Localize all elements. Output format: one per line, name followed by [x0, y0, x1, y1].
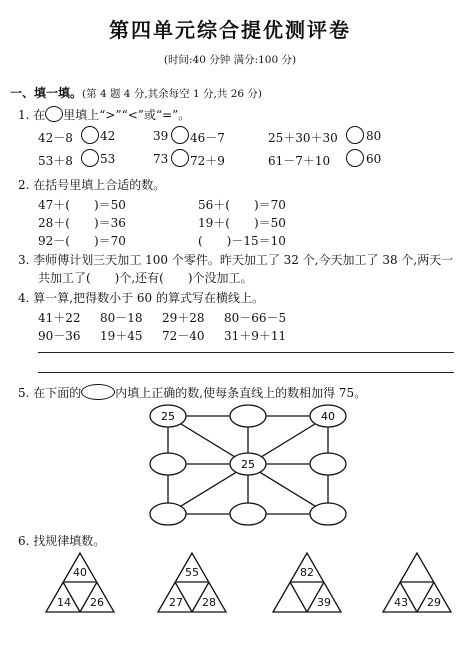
q1-r2-f: 60: [366, 152, 382, 166]
tri3-top: 82: [300, 566, 314, 579]
q4-r2-b: 19＋45: [100, 329, 143, 343]
q2-r2-left[interactable]: 28＋( )＝36: [38, 216, 126, 230]
q4-r2-d: 31＋9＋11: [224, 329, 287, 343]
tri2-right: 28: [202, 596, 216, 609]
q1-r1-a: 42－8: [38, 131, 73, 145]
q1-number: 1.: [18, 108, 30, 122]
tri2-left: 27: [169, 596, 183, 609]
svg-text:40: 40: [321, 410, 335, 423]
page-title: 第四单元综合提优测评卷: [109, 18, 351, 42]
q1-post: 里填上“>”“<”或“=”。: [63, 108, 191, 122]
node-5[interactable]: [230, 453, 266, 475]
q1-r1-b: 42: [100, 129, 116, 143]
node-6[interactable]: [310, 453, 346, 475]
q3-number: 3.: [18, 253, 30, 267]
q2-r3-right[interactable]: ( )－15＝10: [198, 234, 286, 248]
q3-line-2[interactable]: 共加工了( )个,还有( )个没加工。: [38, 271, 253, 285]
tri4-left: 43: [394, 596, 408, 609]
node-4[interactable]: [150, 453, 186, 475]
q5-number: 5.: [18, 386, 30, 400]
q5-pre: 在下面的: [33, 386, 82, 400]
q6-number: 6.: [18, 534, 30, 548]
q1-r1-f: 80: [366, 129, 382, 143]
q4-r1-a: 41＋22: [38, 311, 81, 325]
q4-r1-c: 29＋28: [162, 311, 205, 325]
q1-r2-b: 53: [100, 152, 116, 166]
tri1-right: 26: [90, 596, 104, 609]
q1-r1-d: 46－7: [190, 131, 225, 145]
q2-r3-left[interactable]: 92－( )＝70: [38, 234, 126, 248]
q1-r2-e: 61－7＋10: [268, 154, 331, 168]
q1-r2-d: 72＋9: [190, 154, 225, 168]
page-subtitle: (时间:40 分钟 满分:100 分): [163, 54, 297, 66]
node-9[interactable]: [310, 503, 346, 525]
svg-text:25: 25: [161, 410, 175, 423]
q2-number: 2.: [18, 178, 30, 192]
node-2[interactable]: [230, 405, 266, 427]
q1-r2-c: 73: [153, 152, 169, 166]
q2-r1-right[interactable]: 56＋( )＝70: [198, 198, 286, 212]
q2-text: 在括号里填上合适的数。: [33, 178, 166, 192]
q1-r2-a: 53＋8: [38, 154, 73, 168]
q3-text-1: 李师傅计划三天加工 100 个零件。昨天加工了 32 个,今天加工了 38 个,两天一: [33, 253, 454, 267]
q4-number: 4.: [18, 291, 30, 305]
node-1[interactable]: [150, 405, 186, 427]
section-1-title: 一、填一填。: [10, 86, 83, 100]
svg-text:25: 25: [241, 458, 255, 471]
node-8[interactable]: [230, 503, 266, 525]
network-nodes: [150, 405, 346, 525]
node-7[interactable]: [150, 503, 186, 525]
q1-r1-e: 25＋30＋30: [268, 131, 338, 145]
tri1-top: 40: [73, 566, 87, 579]
q1-r1-c: 39: [153, 129, 169, 143]
q2-r1-left[interactable]: 47＋( )＝50: [38, 198, 126, 212]
section-1-note: (第 4 题 4 分,其余每空 1 分,共 26 分): [82, 88, 262, 100]
q4-text: 算一算,把得数小于 60 的算式写在横线上。: [33, 291, 264, 305]
tri3-right: 39: [317, 596, 331, 609]
q4-r1-b: 80－18: [100, 311, 143, 325]
q6-prompt: [18, 532, 105, 549]
tri2-top: 55: [185, 566, 199, 579]
q6-text: 找规律填数。: [33, 534, 106, 548]
q2-r2-right[interactable]: 19＋( )＝50: [198, 216, 286, 230]
node-3[interactable]: [310, 405, 346, 427]
q5-post: 内填上正确的数,使每条直线上的数相加得 75。: [115, 386, 367, 400]
tri4-right: 29: [427, 596, 441, 609]
q1-pre: 在: [33, 108, 46, 122]
q4-r2-a: 90－36: [38, 329, 81, 343]
q4-r2-c: 72－40: [162, 329, 205, 343]
q4-r1-d: 80－66－5: [224, 311, 287, 325]
tri1-left: 14: [57, 596, 71, 609]
